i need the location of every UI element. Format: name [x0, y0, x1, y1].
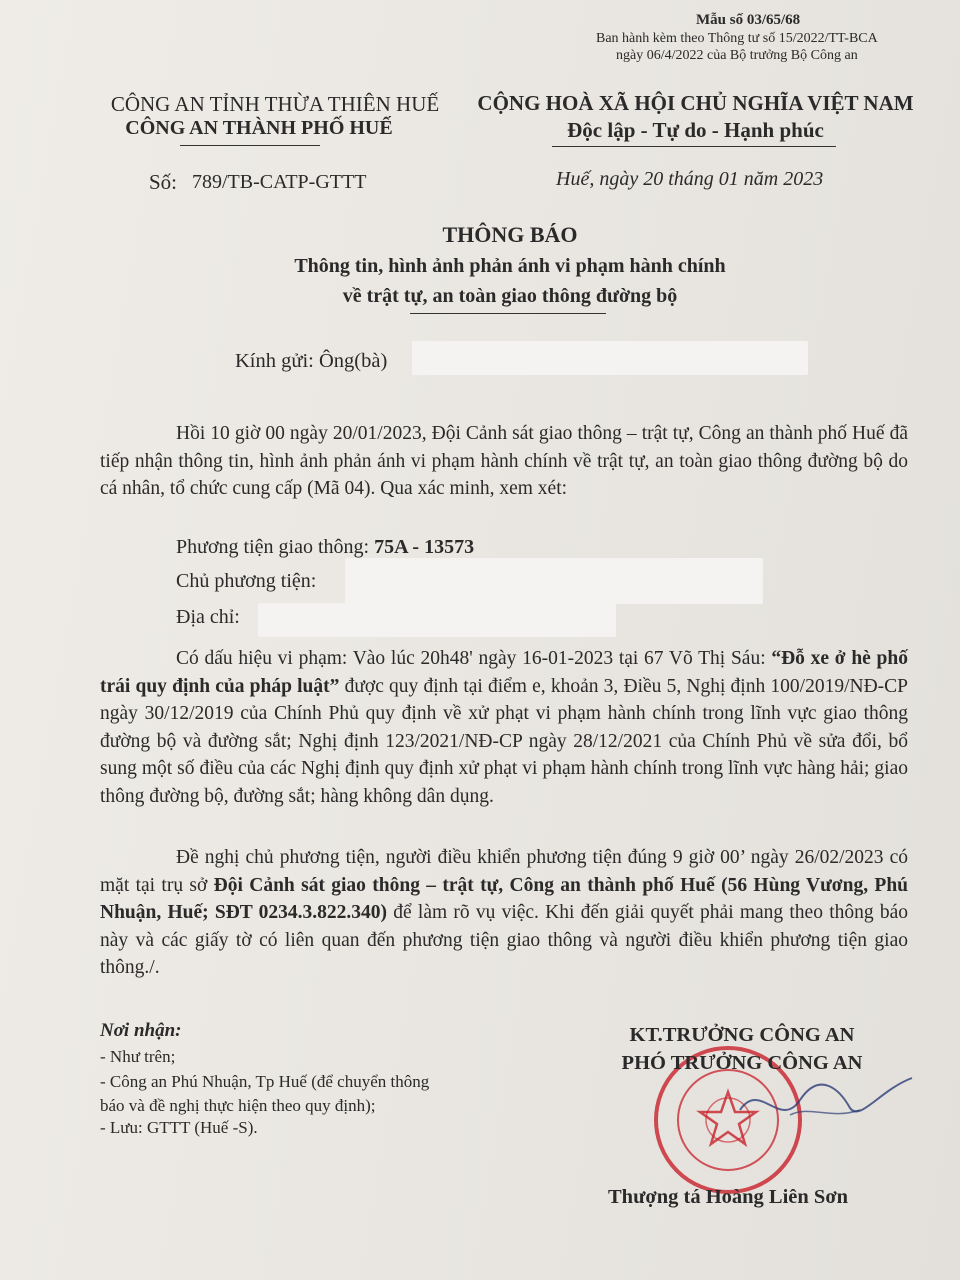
address-label: Địa chỉ: — [176, 606, 240, 628]
agency-parent: CÔNG AN TỈNH THỪA THIÊN HUẾ — [110, 92, 440, 116]
redacted-owner-name — [345, 558, 763, 604]
violation-paragraph — [100, 645, 908, 810]
recipient-item: báo và đề nghị thực hiện theo quy định); — [100, 1096, 376, 1115]
document-subtitle-1: Thông tin, hình ảnh phản ánh vi phạm hành chính — [294, 255, 726, 277]
form-issued-line2: ngày 06/4/2022 của Bộ trưởng Bộ Công an — [616, 48, 858, 63]
nation-motto: Độc lập - Tự do - Hạnh phúc — [567, 118, 824, 142]
document-subtitle-2: về trật tự, an toàn giao thông đường bộ — [342, 285, 678, 307]
redacted-address — [258, 603, 616, 637]
owner-label: Chủ phương tiện: — [176, 570, 317, 592]
request-instructions: để làm rõ vụ việc. Khi đến giải quyết phải mang theo thông báo này và các giấy tờ có liên quan đến phương tiện giao thông và người điều khiển phương tiện giao thông./. — [100, 902, 908, 978]
signer-name: Thượng tá Hoàng Liên Sơn — [608, 1186, 849, 1208]
vehicle-row — [176, 536, 474, 559]
motto-underline — [552, 146, 836, 147]
redacted-recipient-name — [412, 341, 808, 375]
violation-legal-basis: được quy định tại điểm e, khoản 3, Điều 5, Nghị định 100/2019/NĐ-CP ngày 30/12/2019 của Chính Phủ quy định về xử phạt vi phạm hành chính trong lĩnh vực giao thông đường bộ và đường sắt; Nghị định 123/2021/NĐ-CP ngày 28/12/2021 của Chính Phủ về sửa đổi, bổ sung một số điều của các Nghị định quy định xử phạt vi phạm hành chính trong lĩnh vực hàng hải; giao thông đường bộ, đường sắt; hàng không dân dụng. — [100, 675, 908, 807]
document-number-label: Số: — [149, 170, 178, 194]
nation-name: CỘNG HOÀ XÃ HỘI CHỦ NGHĨA VIỆT NAM — [477, 91, 914, 115]
recipients-title: Nơi nhận: — [100, 1020, 182, 1041]
document-title: THÔNG BÁO — [442, 222, 578, 247]
form-code: Mẫu số 03/65/68 — [696, 12, 801, 28]
intro-paragraph: Hồi 10 giờ 00 ngày 20/01/2023, Đội Cảnh sát giao thông – trật tự, Công an thành phố Huế đã tiếp nhận thông tin, hình ảnh phản ánh vi phạm hành chính về trật tự, an toàn giao thông đường bộ do cá nhân, tổ chức cung cấp (Mã 04). Qua xác minh, xem xét: — [100, 423, 908, 499]
agency-underline — [180, 145, 320, 146]
greeting: Kính gửi: Ông(bà) — [235, 350, 388, 372]
agency-name: CÔNG AN THÀNH PHỐ HUẾ — [125, 117, 393, 139]
vehicle-plate: 75A - 13573 — [374, 536, 475, 558]
handwritten-signature — [730, 1070, 920, 1140]
vehicle-label: Phương tiện giao thông: — [176, 536, 370, 558]
violation-lead: Có dấu hiệu vi phạm: Vào lúc 20h48' ngày 16-01-2023 tại 67 Võ Thị Sáu: — [176, 648, 766, 669]
subtitle-underline — [410, 313, 606, 314]
signature-title-1: KT.TRƯỞNG CÔNG AN — [629, 1024, 855, 1046]
signature-title-2: PHÓ TRƯỞNG CÔNG AN — [621, 1052, 863, 1074]
violation-description: “Đỗ xe ở hè phố trái quy định của pháp luật” — [100, 648, 908, 697]
form-issued-line1: Ban hành kèm theo Thông tư số 15/2022/TT-BCA — [596, 31, 878, 46]
request-paragraph — [100, 844, 908, 982]
recipient-item: - Như trên; — [100, 1047, 176, 1066]
request-location: Đội Cảnh sát giao thông – trật tự, Công an thành phố Huế (56 Hùng Vương, Phú Nhuận, Huế; SĐT 0234.3.822.340) — [100, 874, 909, 923]
request-lead: Đề nghị chủ phương tiện, người điều khiển phương tiện đúng 9 giờ 00’ ngày 26/02/2023 có mặt tại trụ sở — [100, 847, 908, 896]
document-number: 789/TB-CATP-GTTT — [192, 171, 367, 193]
issue-date: Huế, ngày 20 tháng 01 năm 2023 — [556, 168, 824, 190]
recipient-item: - Công an Phú Nhuận, Tp Huế (để chuyển thông — [100, 1072, 430, 1091]
recipient-item: - Lưu: GTTT (Huế -S). — [100, 1118, 258, 1137]
